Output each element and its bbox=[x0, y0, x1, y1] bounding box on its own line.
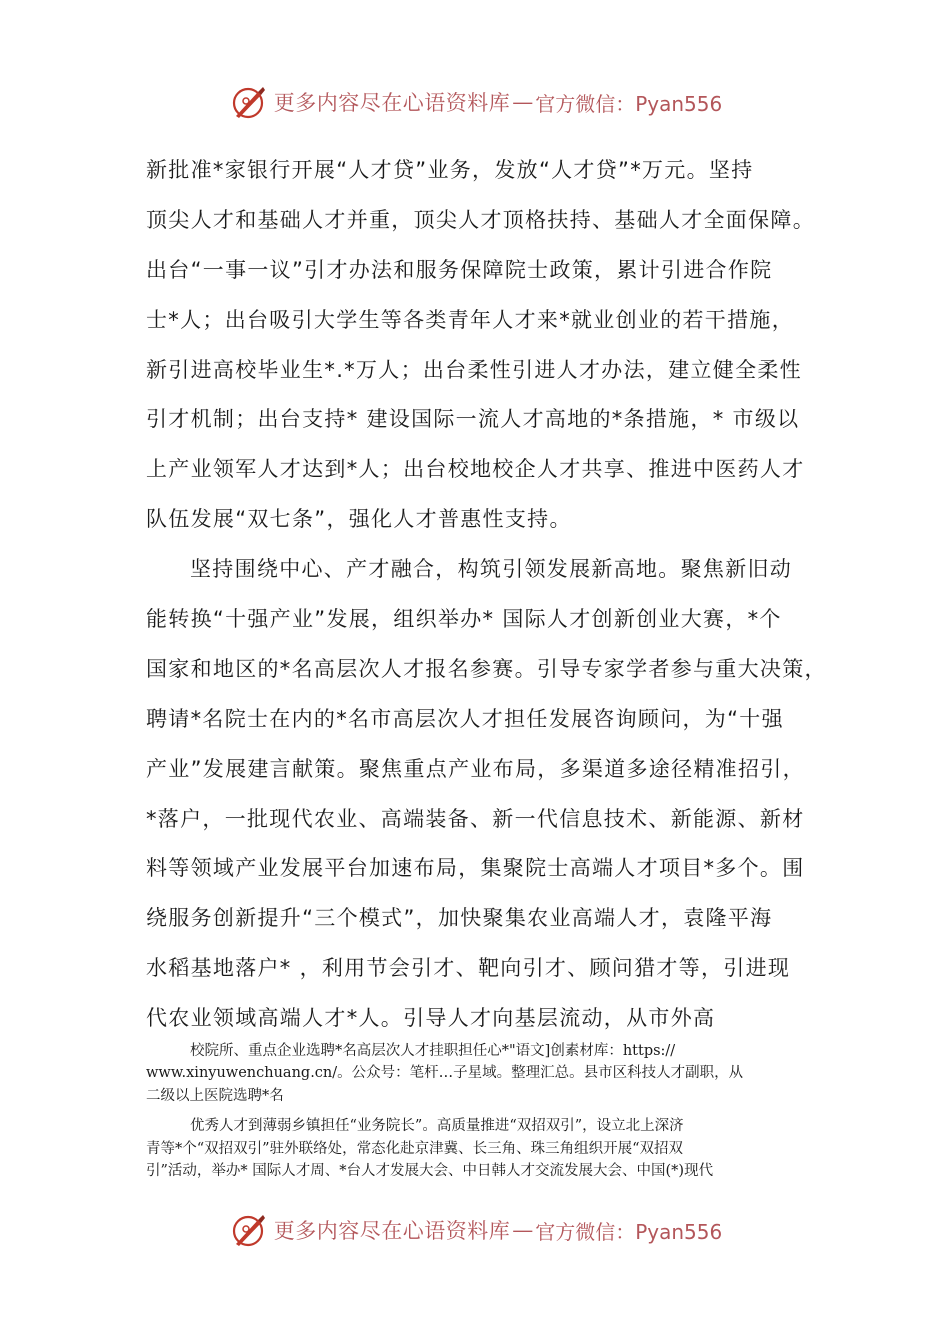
body-line: 代农业领域高端人才*人。引导人才向基层流动，从市外高 bbox=[146, 1006, 716, 1031]
body-line: 绕服务创新提升“三个模式”，加快聚集农业高端人才，袁隆平海 bbox=[146, 906, 773, 931]
pen-logo-icon bbox=[228, 82, 268, 122]
body-line: 能转换“十强产业”发展，组织举办* 国际人才创新创业大赛，*个 bbox=[146, 607, 782, 632]
body-line: 引才机制；出台支持* 建设国际一流人才高地的*条措施，* 市级以 bbox=[146, 407, 800, 432]
body-line: 聘请*名院士在内的*名市高层次人才担任发展咨询顾问，为“十强 bbox=[146, 706, 784, 731]
notes-line: www.xinyuwenchuang.cn/。公众号：笔杆…子星域。整理汇总。县市区科技人才副职，从 bbox=[146, 1065, 744, 1082]
body-line: 料等领域产业发展平台加速布局，集聚院士高端人才项目*多个。围 bbox=[146, 856, 805, 881]
notes-line: 优秀人才到薄弱乡镇担任“业务院长”。高质量推进“双招双引”，设立北上深济 bbox=[190, 1118, 684, 1135]
pen-logo-icon bbox=[228, 1210, 268, 1250]
body-line: 顶尖人才和基础人才并重，顶尖人才顶格扶持、基础人才全面保障。 bbox=[146, 207, 815, 232]
footer-separator: — bbox=[512, 1218, 534, 1242]
body-line: 士*人；出台吸引大学生等各类青年人才来*就业创业的若干措施， bbox=[146, 307, 794, 332]
body-line: 国家和地区的*名高层次人才报名参赛。引导专家学者参与重大决策， bbox=[146, 656, 827, 681]
body-line: 队伍发展“双七条”，强化人才普惠性支持。 bbox=[146, 507, 572, 532]
notes-line: 校院所、重点企业选聘*名高层次人才挂职担任心*"语文]创素材库：https:// bbox=[190, 1043, 676, 1059]
body-line: *落户，一批现代农业、高端装备、新一代信息技术、新能源、新材 bbox=[146, 806, 805, 831]
notes-line: 青等*个“双招双引”驻外联络处，常态化赴京津冀、长三角、珠三角组织开展“双招双 bbox=[146, 1140, 683, 1157]
body-line: 产业”发展建言献策。聚焦重点产业布局，多渠道多途径精准招引， bbox=[146, 756, 805, 781]
notes-line: 引”活动，举办* 国际人才周、*台人才发展大会、中日韩人才交流发展大会、中国(*)现代 bbox=[146, 1162, 714, 1179]
footer-banner bbox=[0, 1208, 950, 1252]
body-line: 出台“一事一议”引才办法和服务保障院士政策，累计引进合作院 bbox=[146, 257, 773, 282]
body-line: 新引进高校毕业生*.*万人；出台柔性引进人才办法，建立健全柔性 bbox=[146, 357, 802, 382]
notes-text bbox=[146, 1040, 812, 1182]
body-line-paragraph-start: 坚持围绕中心、产才融合，构筑引领发展新高地。聚焦新旧动 bbox=[190, 557, 793, 582]
footer-brand: 更多内容尽在心语资料库 bbox=[273, 1219, 511, 1243]
notes-line: 二级以上医院选聘*名 bbox=[146, 1087, 284, 1104]
header-brand: 更多内容尽在心语资料库 bbox=[273, 91, 511, 115]
header-separator: — bbox=[512, 90, 534, 114]
header-wechat: 官方微信：Pyan556 bbox=[535, 91, 723, 116]
body-line: 水稻基地落户* ，利用节会引才、靶向引才、顾问猎才等，引进现 bbox=[146, 956, 791, 981]
body-line: 上产业领军人才达到*人；出台校地校企人才共享、推进中医药人才 bbox=[146, 457, 805, 482]
main-body-text bbox=[146, 146, 827, 1044]
header-banner bbox=[0, 80, 950, 124]
footer-wechat: 官方微信：Pyan556 bbox=[535, 1219, 723, 1244]
body-line: 新批准*家银行开展“人才贷”业务，发放“人才贷”*万元。坚持 bbox=[146, 158, 754, 182]
